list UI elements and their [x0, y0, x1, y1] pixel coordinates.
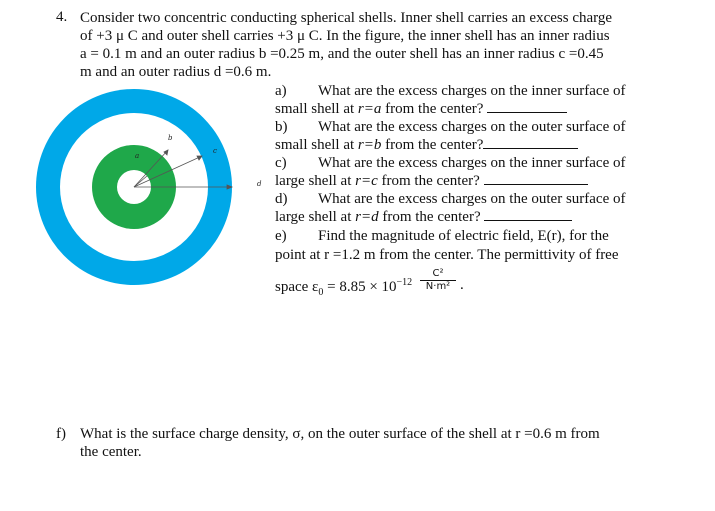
part-a-line2: small shell at r=a from the center?: [275, 100, 567, 118]
answer-blank-b[interactable]: [483, 136, 578, 149]
part-e-line3: space $\varepsilon_0 = 8.85 \times 10^{-12}$: [275, 277, 413, 298]
part-a-letter: a): [275, 83, 287, 99]
label-a: a: [135, 152, 140, 160]
part-d-letter: d): [275, 191, 288, 207]
part-f-letter: f): [56, 426, 66, 442]
intro-line-3: a = 0.1 m and an outer radius b =0.25 m, and the outer shell has an inner radius c =0.45: [80, 46, 604, 62]
part-e-line1: Find the magnitude of electric field, E(r), for the: [318, 228, 609, 244]
part-e-letter: e): [275, 228, 287, 244]
part-c-letter: c): [275, 155, 287, 171]
problem-number: 4.: [56, 9, 68, 25]
part-f-line1: What is the surface charge density, σ, on the outer surface of the shell at r =0.6 m from: [80, 426, 600, 442]
part-c-line2: large shell at r=c from the center?: [275, 172, 588, 190]
part-c-line1: What are the excess charges on the inner surface of: [318, 155, 626, 171]
units-fraction: $\frac{\text{C²}}{\text{N·m²}}$: [420, 268, 456, 292]
intro-line-2: of +3 μ C and outer shell carries +3 μ C. In the figure, the inner shell has an inner radius: [80, 28, 610, 44]
part-e-period: .: [460, 277, 464, 293]
intro-line-1: Consider two concentric conducting spherical shells. Inner shell carries an excess charge: [80, 10, 613, 26]
part-d-line1: What are the excess charges on the outer surface of: [318, 191, 626, 207]
intro-line-4: m and an outer radius d =0.6 m.: [80, 64, 272, 80]
answer-blank-c[interactable]: [484, 172, 588, 185]
part-d-line2: large shell at r=d from the center?: [275, 208, 572, 226]
part-b-letter: b): [275, 119, 288, 135]
label-b: b: [168, 134, 173, 142]
answer-blank-a[interactable]: [487, 100, 567, 113]
label-c: c: [213, 147, 217, 155]
part-a-line1: What are the excess charges on the inner surface of: [318, 83, 626, 99]
part-b-line1: What are the excess charges on the outer surface of: [318, 119, 626, 135]
part-f-line2: the center.: [80, 444, 142, 460]
answer-blank-d[interactable]: [484, 208, 572, 221]
concentric-shells-figure: [30, 88, 255, 288]
label-d: d: [257, 180, 262, 188]
part-b-line2: small shell at r=b from the center?: [275, 136, 578, 154]
part-e-line2: point at r =1.2 m from the center. The permittivity of free: [275, 247, 619, 263]
